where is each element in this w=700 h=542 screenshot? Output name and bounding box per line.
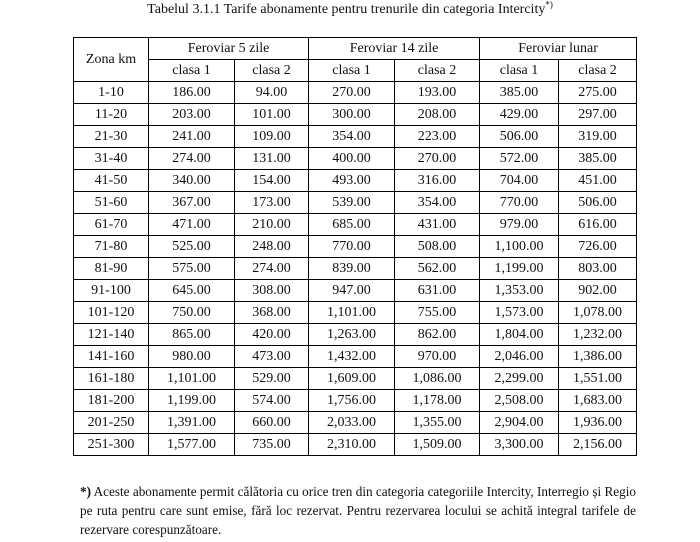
zone-column-header: Zona km xyxy=(74,38,149,82)
price-cell: 750.00 xyxy=(149,302,235,324)
price-cell: 203.00 xyxy=(149,104,235,126)
zone-cell: 51-60 xyxy=(74,192,149,214)
price-cell: 471.00 xyxy=(149,214,235,236)
price-cell: 1,432.00 xyxy=(309,346,395,368)
price-cell: 109.00 xyxy=(235,126,309,148)
price-cell: 431.00 xyxy=(395,214,480,236)
price-cell: 270.00 xyxy=(395,148,480,170)
class-header: clasa 1 xyxy=(309,60,395,82)
price-cell: 208.00 xyxy=(395,104,480,126)
table-body xyxy=(74,82,637,456)
price-cell: 862.00 xyxy=(395,324,480,346)
price-cell: 429.00 xyxy=(480,104,559,126)
price-cell: 1,232.00 xyxy=(559,324,637,346)
price-cell: 1,551.00 xyxy=(559,368,637,390)
zone-cell: 121-140 xyxy=(74,324,149,346)
price-cell: 508.00 xyxy=(395,236,480,258)
footnote-mark: *) xyxy=(80,484,91,499)
price-cell: 451.00 xyxy=(559,170,637,192)
price-cell: 1,100.00 xyxy=(480,236,559,258)
price-cell: 539.00 xyxy=(309,192,395,214)
price-cell: 248.00 xyxy=(235,236,309,258)
table-row xyxy=(74,148,637,170)
price-cell: 193.00 xyxy=(395,82,480,104)
price-cell: 2,156.00 xyxy=(559,434,637,456)
group-header-lunar: Feroviar lunar xyxy=(480,38,637,60)
zone-cell: 31-40 xyxy=(74,148,149,170)
price-cell: 274.00 xyxy=(149,148,235,170)
price-cell: 704.00 xyxy=(480,170,559,192)
group-header-14-zile: Feroviar 14 zile xyxy=(309,38,480,60)
zone-cell: 11-20 xyxy=(74,104,149,126)
zone-cell: 251-300 xyxy=(74,434,149,456)
price-cell: 101.00 xyxy=(235,104,309,126)
class-header: clasa 1 xyxy=(480,60,559,82)
price-cell: 385.00 xyxy=(480,82,559,104)
price-cell: 631.00 xyxy=(395,280,480,302)
price-cell: 2,299.00 xyxy=(480,368,559,390)
price-cell: 1,936.00 xyxy=(559,412,637,434)
price-cell: 1,573.00 xyxy=(480,302,559,324)
zone-cell: 41-50 xyxy=(74,170,149,192)
price-cell: 186.00 xyxy=(149,82,235,104)
price-cell: 1,804.00 xyxy=(480,324,559,346)
price-cell: 1,199.00 xyxy=(480,258,559,280)
price-cell: 3,300.00 xyxy=(480,434,559,456)
price-cell: 1,386.00 xyxy=(559,346,637,368)
zone-cell: 201-250 xyxy=(74,412,149,434)
price-cell: 645.00 xyxy=(149,280,235,302)
class-header: clasa 2 xyxy=(559,60,637,82)
footnote xyxy=(80,482,636,539)
price-cell: 506.00 xyxy=(480,126,559,148)
price-cell: 1,509.00 xyxy=(395,434,480,456)
price-cell: 210.00 xyxy=(235,214,309,236)
zone-cell: 91-100 xyxy=(74,280,149,302)
price-cell: 385.00 xyxy=(559,148,637,170)
price-cell: 173.00 xyxy=(235,192,309,214)
price-cell: 574.00 xyxy=(235,390,309,412)
table-row xyxy=(74,82,637,104)
price-cell: 1,199.00 xyxy=(149,390,235,412)
zone-cell: 181-200 xyxy=(74,390,149,412)
class-header: clasa 2 xyxy=(395,60,480,82)
table-row xyxy=(74,126,637,148)
price-cell: 1,101.00 xyxy=(309,302,395,324)
price-cell: 2,046.00 xyxy=(480,346,559,368)
table-row xyxy=(74,390,637,412)
price-cell: 1,683.00 xyxy=(559,390,637,412)
group-header-5-zile: Feroviar 5 zile xyxy=(149,38,309,60)
price-cell: 1,086.00 xyxy=(395,368,480,390)
class-header-row xyxy=(74,60,637,82)
table-row xyxy=(74,324,637,346)
price-cell: 1,756.00 xyxy=(309,390,395,412)
zone-cell: 141-160 xyxy=(74,346,149,368)
price-cell: 270.00 xyxy=(309,82,395,104)
price-cell: 1,577.00 xyxy=(149,434,235,456)
tariff-table xyxy=(73,37,637,456)
price-cell: 660.00 xyxy=(235,412,309,434)
price-cell: 506.00 xyxy=(559,192,637,214)
price-cell: 274.00 xyxy=(235,258,309,280)
price-cell: 420.00 xyxy=(235,324,309,346)
table-row xyxy=(74,214,637,236)
price-cell: 354.00 xyxy=(395,192,480,214)
table-row xyxy=(74,192,637,214)
price-cell: 839.00 xyxy=(309,258,395,280)
class-header: clasa 2 xyxy=(235,60,309,82)
zone-cell: 61-70 xyxy=(74,214,149,236)
price-cell: 2,310.00 xyxy=(309,434,395,456)
price-cell: 1,353.00 xyxy=(480,280,559,302)
price-cell: 241.00 xyxy=(149,126,235,148)
price-cell: 1,391.00 xyxy=(149,412,235,434)
price-cell: 562.00 xyxy=(395,258,480,280)
price-cell: 616.00 xyxy=(559,214,637,236)
price-cell: 354.00 xyxy=(309,126,395,148)
price-cell: 319.00 xyxy=(559,126,637,148)
group-header-row xyxy=(74,38,637,60)
price-cell: 308.00 xyxy=(235,280,309,302)
zone-cell: 101-120 xyxy=(74,302,149,324)
price-cell: 473.00 xyxy=(235,346,309,368)
price-cell: 316.00 xyxy=(395,170,480,192)
price-cell: 297.00 xyxy=(559,104,637,126)
price-cell: 735.00 xyxy=(235,434,309,456)
table-row xyxy=(74,236,637,258)
price-cell: 1,263.00 xyxy=(309,324,395,346)
price-cell: 575.00 xyxy=(149,258,235,280)
table-row xyxy=(74,412,637,434)
price-cell: 726.00 xyxy=(559,236,637,258)
price-cell: 1,178.00 xyxy=(395,390,480,412)
price-cell: 902.00 xyxy=(559,280,637,302)
table-caption xyxy=(0,2,700,18)
price-cell: 770.00 xyxy=(480,192,559,214)
price-cell: 1,101.00 xyxy=(149,368,235,390)
price-cell: 368.00 xyxy=(235,302,309,324)
zone-cell: 21-30 xyxy=(74,126,149,148)
table-row xyxy=(74,346,637,368)
price-cell: 947.00 xyxy=(309,280,395,302)
price-cell: 493.00 xyxy=(309,170,395,192)
price-cell: 980.00 xyxy=(149,346,235,368)
class-header: clasa 1 xyxy=(149,60,235,82)
price-cell: 803.00 xyxy=(559,258,637,280)
price-cell: 685.00 xyxy=(309,214,395,236)
price-cell: 94.00 xyxy=(235,82,309,104)
price-cell: 275.00 xyxy=(559,82,637,104)
zone-cell: 1-10 xyxy=(74,82,149,104)
price-cell: 970.00 xyxy=(395,346,480,368)
table-row xyxy=(74,280,637,302)
price-cell: 300.00 xyxy=(309,104,395,126)
price-cell: 755.00 xyxy=(395,302,480,324)
caption-text: Tabelul 3.1.1 Tarife abonamente pentru trenurile din categoria Intercity xyxy=(147,2,546,17)
price-cell: 525.00 xyxy=(149,236,235,258)
price-cell: 2,508.00 xyxy=(480,390,559,412)
price-cell: 2,033.00 xyxy=(309,412,395,434)
price-cell: 979.00 xyxy=(480,214,559,236)
table-header xyxy=(74,38,637,82)
price-cell: 223.00 xyxy=(395,126,480,148)
price-cell: 1,355.00 xyxy=(395,412,480,434)
table-row xyxy=(74,258,637,280)
zone-cell: 81-90 xyxy=(74,258,149,280)
price-cell: 131.00 xyxy=(235,148,309,170)
price-cell: 529.00 xyxy=(235,368,309,390)
price-cell: 2,904.00 xyxy=(480,412,559,434)
table-row xyxy=(74,170,637,192)
price-cell: 770.00 xyxy=(309,236,395,258)
table-row xyxy=(74,104,637,126)
footnote-text: Aceste abonamente permit călătoria cu orice tren din categoria categoriile Intercity, Interregio și Regio pe ruta pentru care sunt emise, fără loc rezervat. Pentru rezervarea locului se achită integral tarifele de rezervare corespunzătoare. xyxy=(80,484,636,537)
price-cell: 154.00 xyxy=(235,170,309,192)
table-row xyxy=(74,434,637,456)
zone-cell: 71-80 xyxy=(74,236,149,258)
price-cell: 1,609.00 xyxy=(309,368,395,390)
price-cell: 572.00 xyxy=(480,148,559,170)
caption-footnote-mark: *) xyxy=(545,0,553,10)
price-cell: 367.00 xyxy=(149,192,235,214)
zone-cell: 161-180 xyxy=(74,368,149,390)
price-cell: 400.00 xyxy=(309,148,395,170)
price-cell: 1,078.00 xyxy=(559,302,637,324)
table-row xyxy=(74,368,637,390)
price-cell: 340.00 xyxy=(149,170,235,192)
table-row xyxy=(74,302,637,324)
price-cell: 865.00 xyxy=(149,324,235,346)
